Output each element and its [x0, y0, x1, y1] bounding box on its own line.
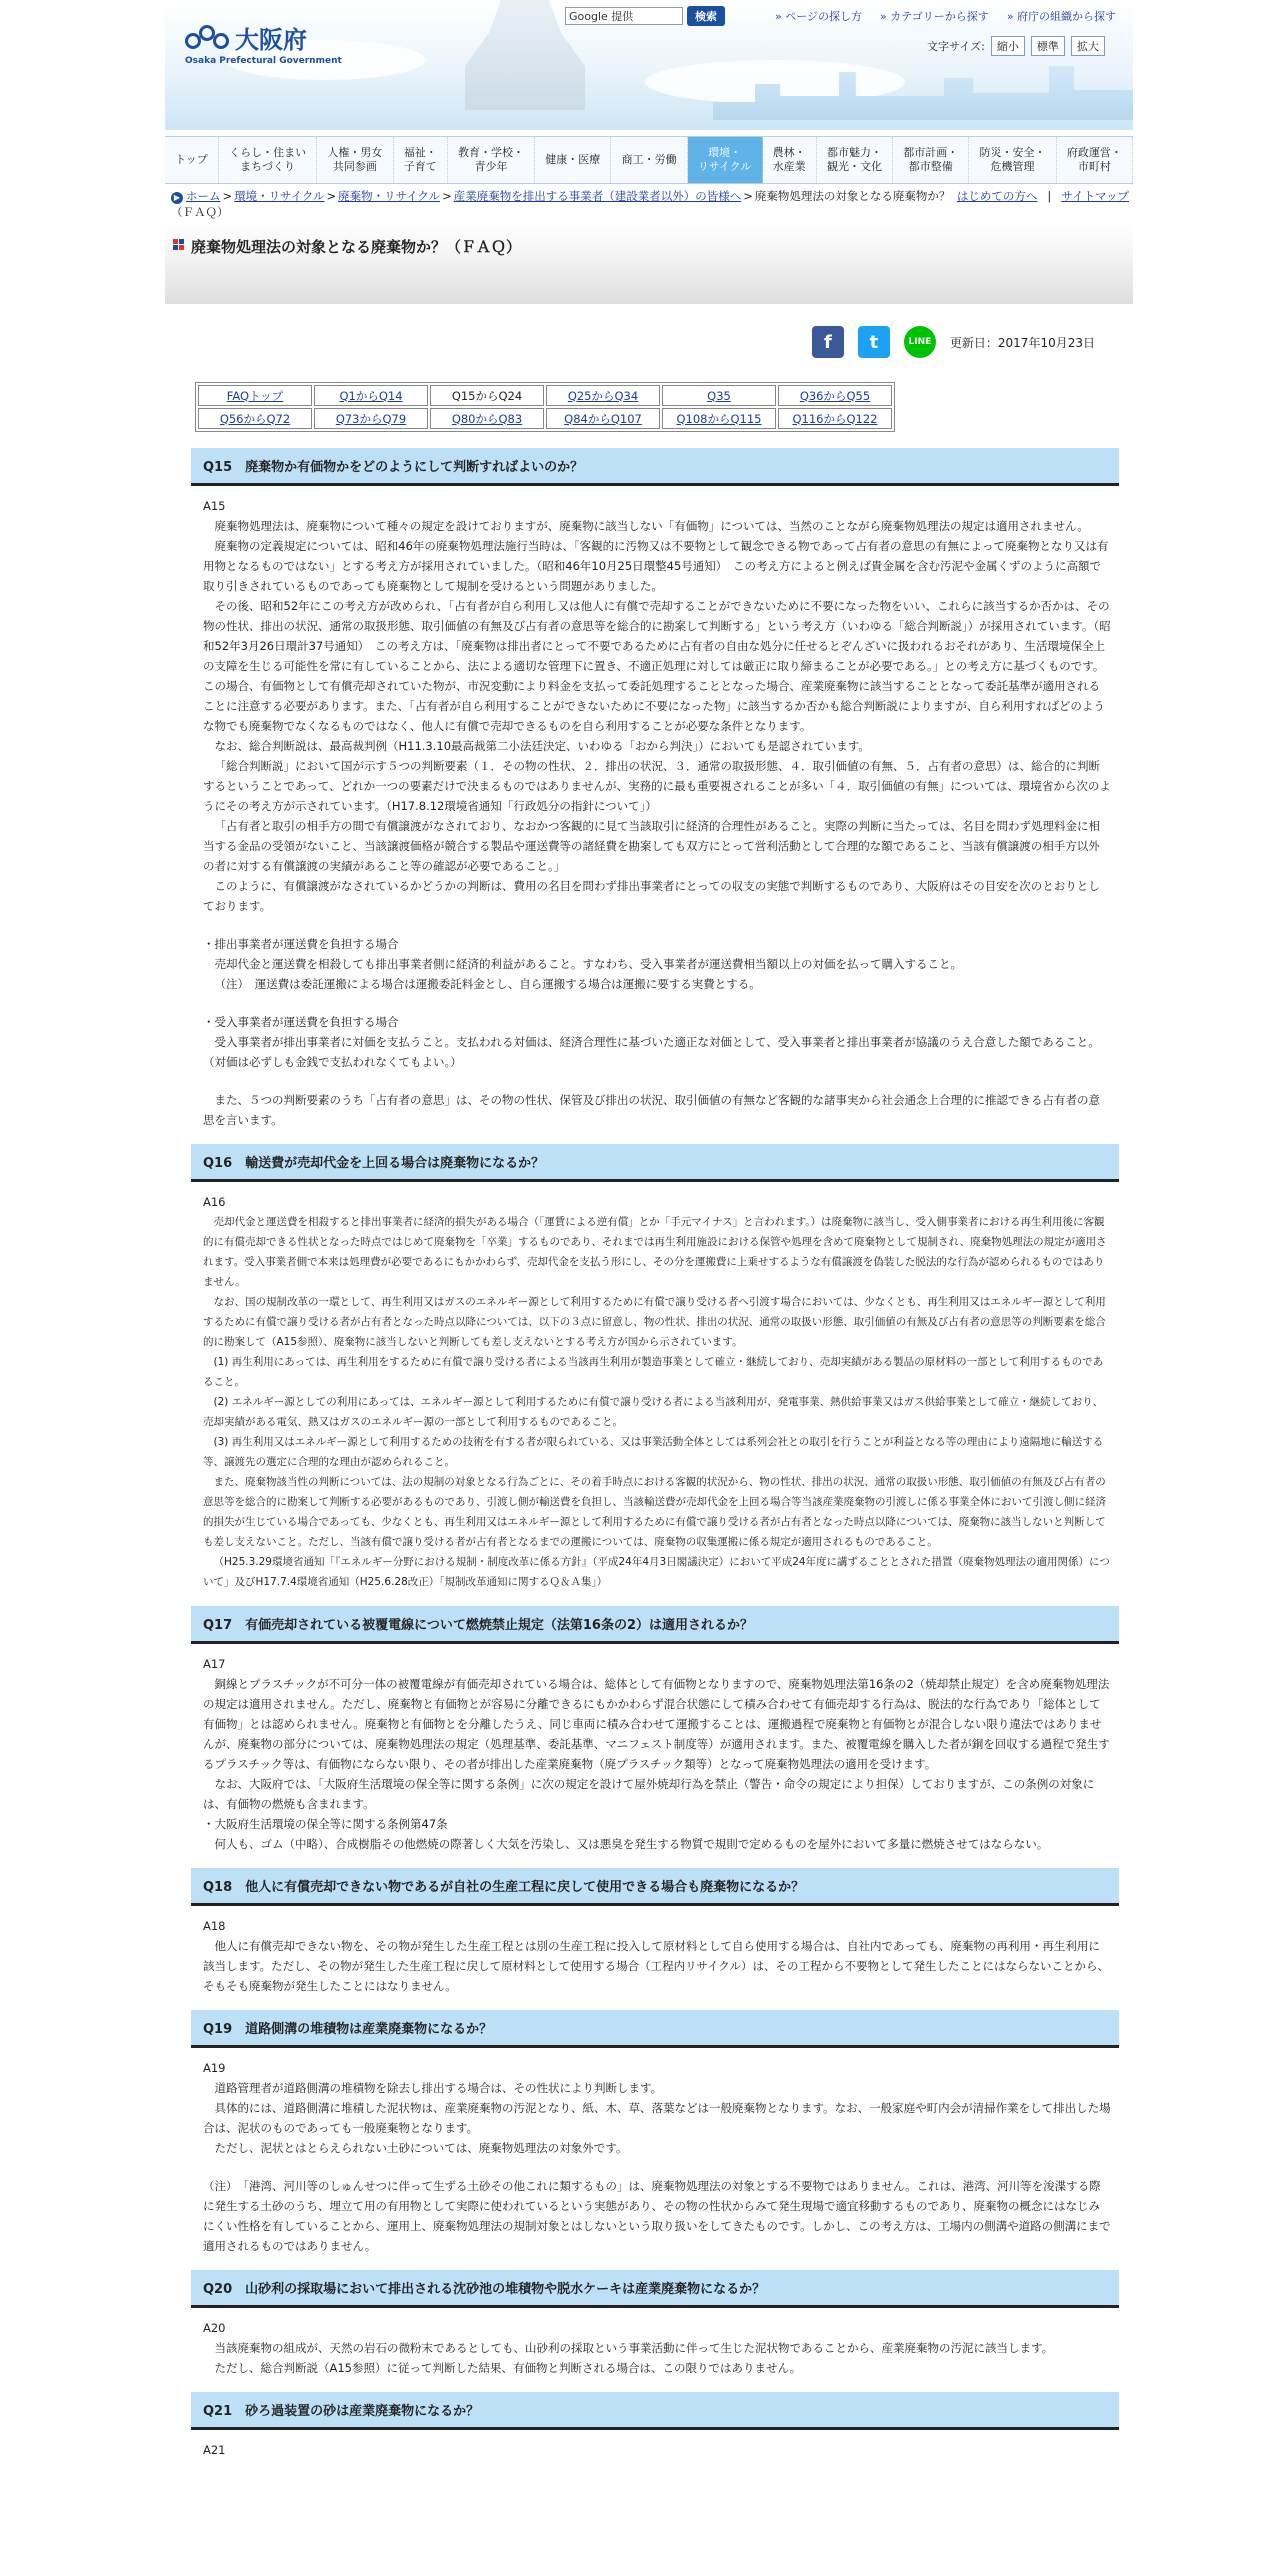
nav-tourism[interactable]: 都市魅力・ 観光・文化 [817, 137, 893, 183]
answer-paragraph: ・受入事業者が運送費を負担する場合 [203, 1015, 399, 1029]
facebook-share-icon[interactable]: f [812, 326, 844, 358]
nav-health[interactable]: 健康・医療 [535, 137, 611, 183]
answer-paragraph: （注） 「港湾、河川等のしゅんせつに伴って生ずる土砂その他これに類するもの」は、廃棄物処理法の対象とする不要物ではありません。これは、港湾、河川等を浚渫する際に発生する土砂のうち、埋立て用の有用物として実際に使われているという実態があり、その物の性状からみて発生現場で適宜移動するものであり、廃棄物の概念にはなじみにくい性格を有していることから、運用上、廃棄物処理法の規制対象とはしないという取り扱いをしてきたものです。しかし、この考え方は、工場内の側溝や道路の側溝にまで適用されるものではありません。 [203, 2179, 1111, 2253]
header-links [775, 8, 1116, 24]
answer-paragraph: 廃棄物の定義規定については、昭和46年の廃棄物処理法施行当時は、「客観的に汚物又は不要物として観念できる物であって占有者の意思の有無によって廃棄物となり又は有用物となるものではない」とする考え方が採用されていました。（昭和46年10月25日環整45号通知） この考え方によると例えば貴金属を含む汚泥や金属くずのように高額で取り引きされているものであっても廃棄物として規制を受けるという問題がありました。 [203, 539, 1109, 593]
question-heading: Q21 砂ろ過装置の砂は産業廃棄物になるか？ [191, 2392, 1119, 2430]
font-size-control [927, 36, 1105, 56]
answer-label: A16 [203, 1195, 226, 1209]
answer-paragraph: (2) エネルギー源としての利用にあっては、エネルギー源として利用するために有償で譲り受ける者による当該利用が、発電事業、熱供給事業又はガス供給事業として確立・継続しており、売却実績がある電気、熱又はガスのエネルギー源の一部として利用するものであること。 [203, 1396, 1104, 1428]
answer-paragraph: 売却代金と運送費を相殺すると排出事業者に経済的損失がある場合（「運賃による逆有償」とか「手元マイナス」と言われます。）は廃棄物に該当し、受入側事業者における再生利用後に客観的に有償売却できる性状となった時点ではじめて廃棄物を「卒業」するものであり、それまでは再生利用施設における保管や処理を含めて廃棄物として規制され、廃棄物処理法の規定が適用されます。受入事業者側で本来は処理費が必要であるにもかかわらず、売却代金を支払う形にし、その分を運搬費に上乗せするような有償譲渡を偽装した脱法的な行為が認められるものではありません。 [203, 1216, 1107, 1288]
font-size-smaller-button[interactable]: 縮小 [991, 36, 1025, 56]
link-by-category[interactable]: » カテゴリーから探す [880, 8, 989, 24]
sitemap-link[interactable]: サイトマップ [1061, 189, 1129, 203]
answer-paragraph: 銅線とプラスチックが不可分一体の被覆電線が有価売却されている場合は、総体として有価物となりますので、廃棄物処理法第16条の2（焼却禁止規定）を含め廃棄物処理法の規定は適用されません。ただし、廃棄物と有価物とが容易に分離できるにもかかわらず混合状態にして積み合わせて有価売却する行為は、脱法的な行為であり「総体として有価物」とは認められません。廃棄物と有価物とを分離したうえ、同じ車両に積み合わせて運搬することは、運搬過程で廃棄物と有価物とが混合しない限り違法ではありませんが、廃棄物の部分については、廃棄物処理法の規定（処理基準、委託基準、マニフェスト制度等）が適用されます。また、被覆電線を購入した者が銅を回収する過程で発生するプラスチック等は、有価物にならない限り、その者が排出した産業廃棄物（廃プラスチック類等）となって廃棄物処理法の適用を受けます。 [203, 1677, 1110, 1771]
line-share-icon[interactable]: LINE [904, 326, 936, 358]
answer-paragraph: ただし、総合判断説（A15参照）に従って判断した結果、有価物と判断される場合は、この限りではありません。 [214, 2361, 802, 2375]
breadcrumb-environment[interactable]: 環境・リサイクル [234, 189, 325, 203]
answer-block [191, 2430, 1119, 2466]
share-bar [165, 304, 1133, 362]
nav-government[interactable]: 府政運営・ 市町村 [1057, 137, 1133, 183]
title-area [165, 224, 1133, 304]
page-title: 廃棄物処理法の対象となる廃棄物か？（ＦＡＱ） [191, 238, 522, 256]
nav-welfare[interactable]: 福祉・ 子育て [394, 137, 448, 183]
answer-block [191, 2048, 1119, 2262]
answer-paragraph: ・大阪府生活環境の保全等に関する条例第47条 [203, 1817, 448, 1831]
site-search [565, 6, 725, 26]
answer-paragraph: 「総合判断説」において国が示す５つの判断要素（１．その物の性状、２．排出の状況、３．通常の取扱形態、４．取引価値の有無、５．占有者の意思）は、総合的に判断するということであって、どれか一つの要素だけで決まるものではありませんが、実務的に最も重要視されることが多い「４．取引価値の有無」については、環境省から次のようにその考え方が示されています。（H17.8.12環境省通知「行政処分の指針について」） [203, 759, 1111, 813]
search-input[interactable]: Google 提供 [565, 7, 683, 25]
qa-list [191, 448, 1119, 2466]
updated-date: 更新日：2017年10月23日 [949, 335, 1095, 350]
answer-paragraph: ただし、泥状とはとらえられない土砂については、廃棄物処理法の対象外です。 [214, 2141, 628, 2155]
answer-paragraph: また、５つの判断要素のうち「占有者の意思」は、その物の性状、保管及び排出の状況、取引価値の有無など客観的な諸事実から社会通念上合理的に推認できる占有者の意思を言います。 [203, 1093, 1100, 1127]
answer-paragraph: なお、大阪府では、「大阪府生活環境の保全等に関する条例」に次の規定を設けて屋外焼却行為を禁止（警告・命令の規定により担保）しておりますが、この条例の対象には、有価物の燃焼も含まれます。 [203, 1777, 1095, 1811]
answer-block [191, 2308, 1119, 2384]
nav-education[interactable]: 教育・学校・ 青少年 [448, 137, 535, 183]
faq-link[interactable]: FAQトップ [226, 388, 284, 403]
answer-block [191, 1644, 1119, 1860]
nav-human-rights[interactable]: 人権・男女 共同参画 [317, 137, 393, 183]
breadcrumb-industrial-waste[interactable]: 産業廃棄物を排出する事業者（建設業者以外）の皆様へ [453, 189, 742, 203]
nav-disaster[interactable]: 防災・安全・ 危機管理 [969, 137, 1056, 183]
answer-label: A20 [203, 2321, 226, 2335]
answer-paragraph: このように、有償譲渡がなされているかどうかの判断は、費用の名目を問わず排出事業者にとっての収支の実態で判断するものであり、大阪府はその目安を次のとおりとしております。 [203, 879, 1100, 913]
nav-environment[interactable]: 環境・ リサイクル [688, 137, 763, 183]
faq-link[interactable]: Q116からQ122 [792, 411, 878, 426]
logo-title: 大阪府 [235, 26, 307, 54]
nav-agriculture[interactable]: 農林・ 水産業 [763, 137, 817, 183]
nav-living[interactable]: くらし・住まい まちづくり [219, 137, 317, 183]
answer-block [191, 1182, 1119, 1598]
answer-paragraph: 「占有者と取引の相手方の間で有償譲渡がなされており、なおかつ客観的に見て当該取引に経済的合理性があること。実際の判断に当たっては、名目を問わず処理料金に相当する金品の受領がないこと、当該譲渡価格が競合する製品や運送費等の諸経費を勘案しても双方にとって営利活動として合理的な額であること、当該有償譲渡の相手方以外の者に対する有償譲渡の実績があること等の確認が必要であること。」 [203, 819, 1100, 873]
search-button[interactable]: 検索 [687, 6, 725, 26]
answer-block [191, 486, 1119, 1136]
answer-paragraph: 売却代金と運送費を相殺しても排出事業者側に経済的利益があること。すなわち、受入事業者が運送費相当額以上の対価を払って購入すること。 [214, 957, 962, 971]
answer-label: A18 [203, 1919, 226, 1933]
paragraph-gap [203, 916, 1111, 934]
answer-label: A15 [203, 499, 226, 513]
answer-paragraph: 他人に有償売却できない物を、その物が発生した生産工程とは別の生産工程に投入して原材料として自ら使用する場合は、自社内であっても、廃棄物の再利用・再生利用に該当します。ただし、その物が発生した生産工程に戻して原材料として使用する場合（工程内リサイクル）は、その工程から不要物として発生したことにはならないことから、そもそも廃棄物が発生したことにはなりません。 [203, 1939, 1109, 1993]
title-bullet-icon [173, 239, 185, 251]
site-header [165, 0, 1133, 130]
faq-link[interactable]: Q36からQ55 [799, 388, 871, 403]
paragraph-gap [203, 2158, 1111, 2176]
font-size-normal-button[interactable]: 標準 [1031, 36, 1065, 56]
answer-label: A21 [203, 2443, 226, 2457]
answer-paragraph: また、廃棄物該当性の判断については、法の規制の対象となる行為ごとに、その着手時点における客観的状況から、物の性状、排出の状況、通常の取扱い形態、取引価値の有無及び占有者の意思等を総合的に勘案して判断する必要があるものであり、引渡し側が輸送費を負担し、当該輸送費が売却代金を上回る場合等当該産業廃棄物の引渡しに係る事業全体において引渡し側に経済的損失が生じている場合であっても、少なくとも、再生利用又はエネルギー源として利用するために有償で譲り受ける者が占有者となった時点以降については、廃棄物に該当しないと判断しても差し支えないこと。ただし、当該有償で譲り受ける者が占有者となるまでの運搬については、廃棄物の収集運搬に係る規定が適用されるものであること。 [203, 1476, 1106, 1548]
answer-paragraph: 道路管理者が道路側溝の堆積物を除去し排出する場合は、その性状により判断します。 [214, 2081, 663, 2095]
breadcrumb-arrow-icon: ▶ [171, 192, 183, 204]
faq-index-table [195, 382, 895, 432]
faq-link[interactable]: Q73からQ79 [335, 411, 407, 426]
faq-link[interactable]: Q25からQ34 [567, 388, 639, 403]
logo-mark-icon [185, 23, 231, 53]
breadcrumb-waste[interactable]: 廃棄物・リサイクル [338, 189, 441, 203]
answer-paragraph: (3) 再生利用又はエネルギー源として利用するための技術を有する者が限られている、又は事業活動全体としては系列会社との取引を行うことが利益となる等の理由により遠隔地に輸送する等、譲渡先の選定に合理的な理由が認められること。 [203, 1436, 1104, 1468]
font-size-larger-button[interactable]: 拡大 [1071, 36, 1105, 56]
answer-paragraph: 受入事業者が排出事業者に対価を支払うこと。支払われる対価は、経済合理性に基づいた適正な対価として、受入事業者と排出事業者が協議のうえ合意した額であること。（対価は必ずしも金銭で支払われなくてもよい。） [203, 1035, 1100, 1069]
faq-current: Q15からQ24 [451, 388, 523, 403]
link-how-to-find[interactable]: » ページの探し方 [775, 8, 862, 24]
breadcrumb-home[interactable]: ホーム [186, 189, 221, 203]
question-heading: Q15 廃棄物か有価物かをどのようにして判断すればよいのか？ [191, 448, 1119, 486]
nav-top[interactable]: トップ [165, 137, 219, 183]
faq-link[interactable]: Q56からQ72 [219, 411, 291, 426]
answer-paragraph: なお、国の規制改革の一環として、再生利用又はガスのエネルギー源として利用するために有償で譲り受ける者へ引渡す場合においては、少なくとも、再生利用又はエネルギー源として利用するために有償で譲り受ける者が占有者となった時点以降については、以下の３点に留意し、物の性状、排出の状況、通常の取扱い形態、取引価値の有無及び占有者の意思等の判断要素を総合的に勘案して（A15参照）、廃棄物に該当しないと判断しても差し支えないとする考え方が国から示されています。 [203, 1296, 1106, 1348]
nav-commerce[interactable]: 商工・労働 [611, 137, 687, 183]
answer-paragraph: （H25.3.29環境省通知「『エネルギー分野における規制・制度改革に係る方針』（平成24年4月3日閣議決定）において平成24年度に講ずることとされた措置（廃棄物処理法の適用関係）について」及びH17.7.4環境省通知（H25.6.28改正）「規制改革通知に関するＱ＆Ａ集」） [203, 1556, 1110, 1588]
faq-link[interactable]: Q1からQ14 [339, 388, 403, 403]
answer-paragraph: ・排出事業者が運送費を負担する場合 [203, 937, 399, 951]
question-heading: Q16 輸送費が売却代金を上回る場合は廃棄物になるか？ [191, 1144, 1119, 1182]
faq-link[interactable]: Q84からQ107 [564, 411, 642, 426]
answer-block [191, 1906, 1119, 2002]
main-content [191, 382, 1119, 2466]
link-by-organization[interactable]: » 府庁の組織から探す [1007, 8, 1116, 24]
answer-paragraph: （注） 運送費は委託運搬による場合は運搬委託料金とし、自ら運搬する場合は運搬に要する実費とする。 [214, 977, 761, 991]
question-heading: Q20 山砂利の採取場において排出される沈砂池の堆積物や脱水ケーキは産業廃棄物になるか？ [191, 2270, 1119, 2308]
breadcrumb-current: 廃棄物処理法の対象となる廃棄物か？（ＦＡＱ） [171, 189, 951, 219]
answer-paragraph: その後、昭和52年にこの考え方が改められ、「占有者が自ら利用し又は他人に有償で売却することができないために不要になった物をいい、これらに該当するか否かは、その物の性状、排出の状況、通常の取扱形態、取引価値の有無及び占有者の意思等を総合的に勘案して判断する」という考え方（いわゆる「総合判断説」）が採用されています。（昭和52年3月26日環計37号通知） この考え方は、「廃棄物は排出者にとって不要であるために占有者の自由な処分に任せるとぞんざいに扱われるおそれがあり、生活環境保全上の支障を生じる可能性を常に有していることから、法による適切な管理下に置き、不適正処理に対しては厳正に取り締まることが必要である。」との考え方に基づくものです。この場合、有価物として有償売却されていた物が、市況変動により料金を支払って委託処理することとなった場合、産業廃棄物に該当することとなって委託基準が適用されることに注意する必要があります。また、「占有者が自ら利用することができないために不要になった物」に該当するか否かも総合判断説によりますが、自ら利用すればどのような物でも廃棄物でなくなるものではなく、他人に有償で売却できるものを自ら利用することが必要な条件となります。 [203, 599, 1111, 733]
first-time-link[interactable]: はじめての方へ [956, 189, 1038, 203]
answer-paragraph: 当該廃棄物の組成が、天然の岩石の微粉末であるとしても、山砂利の採取という事業活動に伴って生じた泥状物であることから、産業廃棄物の汚泥に該当します。 [214, 2341, 1054, 2355]
question-heading: Q19 道路側溝の堆積物は産業廃棄物になるか？ [191, 2010, 1119, 2048]
faq-index-row [198, 408, 892, 429]
logo-subtitle: Osaka Prefectural Government [185, 56, 342, 66]
twitter-share-icon[interactable]: t [858, 326, 890, 358]
faq-link[interactable]: Q35 [707, 388, 731, 403]
font-size-label: 文字サイズ: [927, 40, 985, 53]
question-heading: Q18 他人に有償売却できない物であるが自社の生産工程に戻して使用できる場合も廃棄物になるか？ [191, 1868, 1119, 1906]
paragraph-gap [203, 1072, 1111, 1090]
faq-link[interactable]: Q108からQ115 [676, 411, 762, 426]
paragraph-gap [203, 994, 1111, 1012]
answer-paragraph: なお、総合判断説は、最高裁判例（H11.3.10最高裁第二小法廷決定、いわゆる「おから判決」）においても是認されています。 [214, 739, 870, 753]
answer-label: A19 [203, 2061, 226, 2075]
answer-paragraph: (1) 再生利用にあっては、再生利用をするために有償で譲り受ける者による当該再生利用が製造事業として確立・継続しており、売却実績がある製品の原材料の一部として利用するものであること。 [203, 1356, 1104, 1388]
nav-urban-planning[interactable]: 都市計画・ 都市整備 [893, 137, 969, 183]
site-logo[interactable] [185, 20, 307, 55]
global-nav [165, 136, 1133, 184]
faq-index-row [198, 385, 892, 406]
answer-paragraph: 廃棄物処理法は、廃棄物について種々の規定を設けておりますが、廃棄物に該当しない「有価物」については、当然のことながら廃棄物処理法の規定は適用されません。 [214, 519, 1089, 533]
answer-label: A17 [203, 1657, 226, 1671]
answer-paragraph: 何人も、ゴム（中略）、合成樹脂その他燃焼の際著しく大気を汚染し、又は悪臭を発生する物質で規則で定めるものを屋外において多量に燃焼させてはならない。 [214, 1837, 1049, 1851]
faq-link[interactable]: Q80からQ83 [451, 411, 523, 426]
answer-paragraph: 具体的には、道路側溝に堆積した泥状物は、産業廃棄物の汚泥となり、紙、木、草、落葉などは一般廃棄物となります。なお、一般家庭や町内会が清掃作業をして排出した場合は、泥状のものであっても一般廃棄物となります。 [203, 2101, 1111, 2135]
page [165, 0, 1133, 2466]
question-heading: Q17 有価売却されている被覆電線について燃焼禁止規定（法第16条の2）は適用されるか？ [191, 1606, 1119, 1644]
breadcrumb: ▶ ホーム > 環境・リサイクル > 廃棄物・リサイクル > 産業廃棄物を排出する事業者（建設業者以外）の皆様へ > 廃棄物処理法の対象となる廃棄物か？（ＦＡＱ） はじめての方へ | サイトマップ [171, 189, 1129, 219]
